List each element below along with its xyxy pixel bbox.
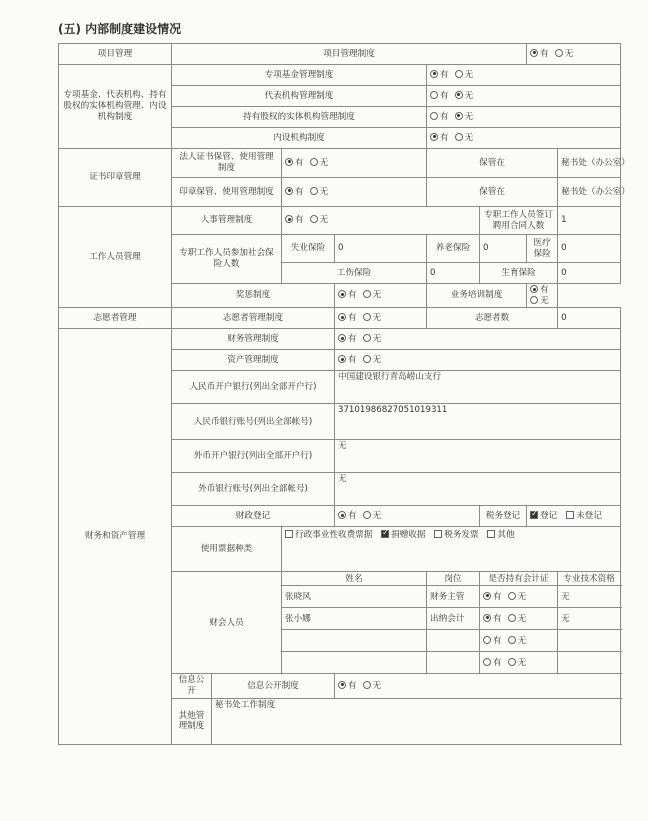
radio-option-yes[interactable] xyxy=(338,313,357,324)
staff-label: 工作人员管理 xyxy=(59,207,172,308)
radio-option-yes[interactable] xyxy=(430,133,449,144)
radio-yes[interactable] xyxy=(338,355,346,363)
radio-option-yes[interactable] xyxy=(338,681,357,692)
ticket-name: 其他 xyxy=(497,530,515,541)
ticket-checkbox[interactable] xyxy=(285,530,293,538)
radio-option-no[interactable] xyxy=(455,91,474,102)
other-value: 秘书处工作制度 xyxy=(212,698,621,744)
acc-cert-radio[interactable] xyxy=(480,608,558,630)
radio-label-no: 无 xyxy=(464,90,474,101)
radio-option-yes[interactable] xyxy=(338,290,357,301)
radio-option-yes[interactable] xyxy=(430,112,449,123)
radio-option-yes[interactable] xyxy=(430,91,449,102)
personnel-system-radio[interactable] xyxy=(282,207,480,235)
ticket-type-label: 使用票据种类 xyxy=(172,527,282,572)
info-system-radio[interactable] xyxy=(335,674,621,698)
ticket-name: 行政事业性收费票据 xyxy=(295,530,373,541)
injury-label: 工伤保险 xyxy=(282,263,427,284)
radio-yes[interactable] xyxy=(483,614,491,622)
cert-row-radio[interactable] xyxy=(282,178,427,207)
training-system-name: 业务培训制度 xyxy=(427,284,527,308)
radio-label-no: 无 xyxy=(517,613,527,624)
radio-option-no[interactable] xyxy=(310,187,329,198)
special-item-radio[interactable] xyxy=(427,128,621,149)
tax-registered-label: 登记 xyxy=(540,511,558,522)
radio-no[interactable] xyxy=(363,355,371,363)
radio-no[interactable] xyxy=(508,592,516,600)
rmb-account-label: 人民币银行账号(列出全部帐号) xyxy=(172,404,335,440)
radio-no[interactable] xyxy=(310,215,318,223)
radio-yes[interactable] xyxy=(338,290,346,298)
special-item-radio[interactable] xyxy=(427,107,621,128)
acc-qual xyxy=(558,630,621,652)
ticket-checkbox[interactable] xyxy=(487,530,495,538)
volunteer-system-radio[interactable] xyxy=(335,308,427,329)
radio-option-no[interactable] xyxy=(508,658,527,669)
radio-option-yes[interactable] xyxy=(338,511,357,522)
radio-yes[interactable] xyxy=(483,636,491,644)
info-system-name: 信息公开制度 xyxy=(212,674,335,698)
radio-label-yes: 有 xyxy=(348,511,357,522)
special-item-name: 内设机构制度 xyxy=(172,128,427,149)
fin-system-name: 财务管理制度 xyxy=(172,329,335,350)
insurance-label: 专职工作人员参加社会保险人数 xyxy=(172,235,282,284)
radio-no[interactable] xyxy=(455,112,463,120)
finance-label: 财务和资产管理 xyxy=(59,329,172,744)
radio-label-yes: 有 xyxy=(493,657,502,668)
radio-no[interactable] xyxy=(508,614,516,622)
radio-yes[interactable] xyxy=(338,313,346,321)
contract-count-label: 专职工作人员签订聘用合同人数 xyxy=(480,207,558,235)
radio-label-no: 无 xyxy=(372,511,382,522)
rmb-bank-label: 人民币开户银行(列出全部开户行) xyxy=(172,371,335,404)
special-item-name: 代表机构管理制度 xyxy=(172,86,427,107)
radio-yes[interactable] xyxy=(530,49,538,57)
radio-yes[interactable] xyxy=(338,334,346,342)
cert-keep-value: 秘书处（办公室） xyxy=(558,149,621,178)
cert-label: 证书印章管理 xyxy=(59,149,172,207)
radio-label-yes: 有 xyxy=(493,613,502,624)
radio-label-no: 无 xyxy=(464,111,474,122)
volunteer-count-value: 0 xyxy=(558,308,621,329)
radio-option-no[interactable] xyxy=(363,511,382,522)
cert-row-name: 印章保管、使用管理制度 xyxy=(172,178,282,207)
radio-label-no: 无 xyxy=(464,132,474,143)
fx-bank-value: 无 xyxy=(335,440,621,473)
radio-label-yes: 有 xyxy=(440,90,449,101)
radio-option-no[interactable] xyxy=(455,133,474,144)
acc-post xyxy=(427,652,480,674)
radio-label-yes: 有 xyxy=(295,157,304,168)
radio-label-yes: 有 xyxy=(440,132,449,143)
radio-no[interactable] xyxy=(508,658,516,666)
radio-option-no[interactable] xyxy=(508,614,527,625)
radio-option-no[interactable] xyxy=(530,296,549,307)
fiscal-radio[interactable] xyxy=(335,506,480,527)
project-system-radio[interactable] xyxy=(527,44,621,65)
radio-option-no[interactable] xyxy=(555,49,574,60)
radio-option-yes[interactable] xyxy=(338,355,357,366)
pension-label: 养老保险 xyxy=(427,235,480,263)
radio-no[interactable] xyxy=(455,70,463,78)
special-label: 专项基金、代表机构、持有股权的实体机构管理、内设机构制度 xyxy=(59,65,172,149)
radio-option-yes[interactable] xyxy=(483,614,502,625)
radio-label-no: 无 xyxy=(464,69,474,80)
maternity-value: 0 xyxy=(558,263,621,284)
acc-post: 出纳会计 xyxy=(427,608,480,630)
radio-yes[interactable] xyxy=(338,511,346,519)
radio-label-no: 无 xyxy=(540,295,549,306)
radio-no[interactable] xyxy=(530,296,538,304)
acc-name: 张晓风 xyxy=(282,586,427,608)
special-item-radio[interactable] xyxy=(427,86,621,107)
acc-qual: 无 xyxy=(558,608,621,630)
tax-unregistered-label: 未登记 xyxy=(576,511,602,522)
radio-label-yes: 有 xyxy=(348,680,357,691)
acc-qual: 无 xyxy=(558,586,621,608)
radio-option-yes[interactable] xyxy=(530,285,549,296)
radio-label-no: 无 xyxy=(319,157,329,168)
fx-bank-label: 外币开户银行(列出全部开户行) xyxy=(172,440,335,473)
radio-label-no: 无 xyxy=(372,313,382,324)
cert-keep-label: 保管在 xyxy=(427,178,558,207)
accountants-label: 财会人员 xyxy=(172,572,282,674)
fiscal-label: 财政登记 xyxy=(172,506,335,527)
radio-label-yes: 有 xyxy=(440,111,449,122)
radio-no[interactable] xyxy=(363,511,371,519)
ticket-name: 税务发票 xyxy=(444,530,479,541)
project-system-name: 项目管理制度 xyxy=(172,44,527,65)
radio-option-no[interactable] xyxy=(363,334,382,345)
radio-yes[interactable] xyxy=(430,133,438,141)
cert-keep-label: 保管在 xyxy=(427,149,558,178)
fx-account-value: 无 xyxy=(335,473,621,506)
radio-option-no[interactable] xyxy=(310,158,329,169)
radio-label-no: 无 xyxy=(372,334,382,345)
radio-label-no: 无 xyxy=(319,215,329,226)
acc-cert-radio[interactable] xyxy=(480,652,558,674)
radio-option-no[interactable] xyxy=(363,313,382,324)
other-label: 其他管理制度 xyxy=(172,698,212,744)
radio-option-yes[interactable] xyxy=(338,334,357,345)
radio-yes[interactable] xyxy=(285,158,293,166)
contract-count-value: 1 xyxy=(558,207,621,235)
reward-system-radio[interactable] xyxy=(335,284,427,308)
ticket-name: 捐赠收据 xyxy=(391,530,426,541)
radio-label-no: 无 xyxy=(517,635,527,646)
radio-option-yes[interactable] xyxy=(483,636,502,647)
radio-yes[interactable] xyxy=(430,112,438,120)
tax-registration-checks[interactable] xyxy=(527,506,621,527)
acc-name xyxy=(282,630,427,652)
special-item-name: 专项基金管理制度 xyxy=(172,65,427,86)
reward-system-name: 奖惩制度 xyxy=(172,284,335,308)
radio-no[interactable] xyxy=(363,681,371,689)
cert-keep-value: 秘书处（办公室） xyxy=(558,178,621,207)
radio-label-yes: 有 xyxy=(348,313,357,324)
asset-system-radio[interactable] xyxy=(335,350,621,371)
maternity-label: 生育保险 xyxy=(480,263,558,284)
pension-value: 0 xyxy=(480,235,527,263)
radio-no[interactable] xyxy=(363,290,371,298)
radio-label-yes: 有 xyxy=(295,215,304,226)
tax-label: 税务登记 xyxy=(480,506,527,527)
volunteer-label: 志愿者管理 xyxy=(59,308,172,329)
radio-option-yes[interactable] xyxy=(483,592,502,603)
radio-option-no[interactable] xyxy=(310,215,329,226)
info-label: 信息公开 xyxy=(172,674,212,698)
special-item-name: 持有股权的实体机构管理制度 xyxy=(172,107,427,128)
radio-label-yes: 有 xyxy=(295,186,304,197)
ticket-checkbox[interactable] xyxy=(381,530,389,538)
radio-yes[interactable] xyxy=(530,285,538,293)
radio-option-yes[interactable] xyxy=(530,49,549,60)
radio-no[interactable] xyxy=(363,334,371,342)
acc-cert-radio[interactable] xyxy=(480,586,558,608)
radio-label-yes: 有 xyxy=(348,334,357,345)
radio-label-yes: 有 xyxy=(493,591,502,602)
radio-label-yes: 有 xyxy=(348,355,357,366)
radio-label-no: 无 xyxy=(372,355,382,366)
radio-option-no[interactable] xyxy=(363,290,382,301)
volunteer-system-name: 志愿者管理制度 xyxy=(172,308,335,329)
radio-option-no[interactable] xyxy=(508,636,527,647)
radio-yes[interactable] xyxy=(483,592,491,600)
medical-value: 0 xyxy=(558,235,621,263)
radio-label-yes: 有 xyxy=(440,69,449,80)
radio-no[interactable] xyxy=(310,187,318,195)
internal-system-table xyxy=(58,43,630,745)
radio-option-yes[interactable] xyxy=(285,158,304,169)
acc-post: 财务主管 xyxy=(427,586,480,608)
personnel-system-name: 人事管理制度 xyxy=(172,207,282,235)
radio-yes[interactable] xyxy=(285,215,293,223)
radio-label-no: 无 xyxy=(564,48,574,59)
radio-label-no: 无 xyxy=(319,186,329,197)
radio-no[interactable] xyxy=(555,49,563,57)
radio-label-yes: 有 xyxy=(493,635,502,646)
radio-yes[interactable] xyxy=(430,91,438,99)
acc-header-name: 姓名 xyxy=(282,572,427,586)
radio-label-yes: 有 xyxy=(540,285,549,295)
acc-post xyxy=(427,630,480,652)
cert-row-name: 法人证书保管、使用管理制度 xyxy=(172,149,282,178)
radio-label-no: 无 xyxy=(372,290,382,301)
radio-option-no[interactable] xyxy=(363,681,382,692)
ticket-checkbox[interactable] xyxy=(434,530,442,538)
radio-no[interactable] xyxy=(455,91,463,99)
radio-option-yes[interactable] xyxy=(285,215,304,226)
ticket-types xyxy=(282,527,621,572)
tax-unregistered-checkbox[interactable] xyxy=(566,511,574,519)
acc-header-qual: 专业技术资格 xyxy=(558,572,621,586)
acc-cert-radio[interactable] xyxy=(480,630,558,652)
medical-label: 医疗保险 xyxy=(527,235,558,263)
radio-no[interactable] xyxy=(508,636,516,644)
radio-label-no: 无 xyxy=(372,680,382,691)
radio-option-no[interactable] xyxy=(363,355,382,366)
training-system-radio[interactable] xyxy=(527,284,558,308)
acc-name: 张小娜 xyxy=(282,608,427,630)
radio-option-yes[interactable] xyxy=(483,658,502,669)
project-label: 项目管理 xyxy=(59,44,172,65)
radio-no[interactable] xyxy=(310,158,318,166)
unemployment-label: 失业保险 xyxy=(282,235,335,263)
cert-row-radio[interactable] xyxy=(282,149,427,178)
volunteer-count-label: 志愿者数 xyxy=(427,308,558,329)
acc-header-post: 岗位 xyxy=(427,572,480,586)
radio-yes[interactable] xyxy=(285,187,293,195)
radio-option-yes[interactable] xyxy=(285,187,304,198)
radio-option-no[interactable] xyxy=(508,592,527,603)
radio-no[interactable] xyxy=(363,313,371,321)
radio-option-yes[interactable] xyxy=(430,70,449,81)
radio-yes[interactable] xyxy=(430,70,438,78)
radio-label-yes: 有 xyxy=(348,290,357,301)
rmb-bank-value: 中国建设银行青岛崂山支行 xyxy=(335,371,621,404)
fin-system-radio[interactable] xyxy=(335,329,621,350)
radio-yes[interactable] xyxy=(483,658,491,666)
radio-option-no[interactable] xyxy=(455,70,474,81)
acc-header-cert: 是否持有会计证 xyxy=(480,572,558,586)
radio-no[interactable] xyxy=(455,133,463,141)
tax-registered-checkbox[interactable] xyxy=(530,511,538,519)
radio-option-no[interactable] xyxy=(455,112,474,123)
unemployment-value: 0 xyxy=(335,235,427,263)
special-item-radio[interactable] xyxy=(427,65,621,86)
radio-label-yes: 有 xyxy=(540,48,549,59)
acc-qual xyxy=(558,652,621,674)
rmb-account-value: 37101986827051019311 xyxy=(335,404,621,440)
injury-value: 0 xyxy=(427,263,480,284)
section-title: (五) 内部制度建设情况 xyxy=(58,22,182,36)
acc-name xyxy=(282,652,427,674)
asset-system-name: 资产管理制度 xyxy=(172,350,335,371)
radio-label-no: 无 xyxy=(517,591,527,602)
radio-label-no: 无 xyxy=(517,657,527,668)
fx-account-label: 外币银行账号(列出全部帐号) xyxy=(172,473,335,506)
radio-yes[interactable] xyxy=(338,681,346,689)
